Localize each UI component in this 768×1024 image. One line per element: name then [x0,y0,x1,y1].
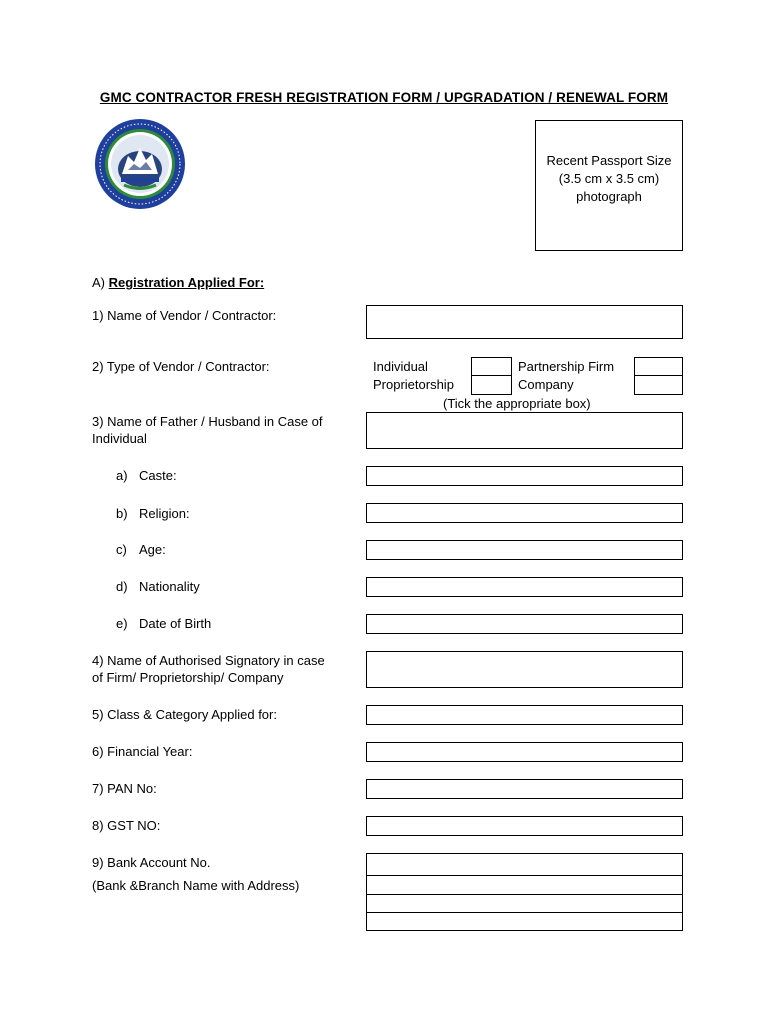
age-label: Age: [139,542,166,557]
nationality-marker: d) [116,579,128,594]
option-partnership-label: Partnership Firm [518,359,615,374]
bank-branch-label: (Bank &Branch Name with Address) [92,878,300,893]
religion-label: Religion: [139,506,190,521]
signatory-input[interactable] [366,651,683,688]
father-name-label-line2: Individual [92,431,147,446]
vendor-name-input[interactable] [366,305,683,339]
caste-label: Caste: [139,468,177,483]
gst-input[interactable] [366,816,683,836]
gmc-seal-logo [94,118,188,212]
financial-year-input[interactable] [366,742,683,762]
pan-label: 7) PAN No: [92,781,157,796]
bank-address-line2-input[interactable] [366,894,683,913]
bank-address-line1-input[interactable] [366,875,683,895]
proprietorship-checkbox[interactable] [471,375,512,395]
caste-marker: a) [116,468,128,483]
dob-input[interactable] [366,614,683,634]
vendor-name-label: 1) Name of Vendor / Contractor: [92,308,277,323]
passport-photo-box[interactable] [535,120,683,251]
photo-instruction-line3: photograph [576,188,642,204]
dob-marker: e) [116,616,128,631]
option-proprietorship-label: Proprietorship [373,377,454,392]
dob-label: Date of Birth [139,616,212,631]
age-marker: c) [116,542,127,557]
photo-instruction-line2: (3.5 cm x 3.5 cm) [558,170,660,186]
father-name-input[interactable] [366,412,683,449]
section-a-heading [92,274,264,291]
section-a-label: Registration Applied For: [108,275,265,290]
caste-input[interactable] [366,466,683,486]
nationality-input[interactable] [366,577,683,597]
class-category-input[interactable] [366,705,683,725]
bank-account-label: 9) Bank Account No. [92,855,211,870]
partnership-checkbox[interactable] [634,357,683,376]
vendor-type-label: 2) Type of Vendor / Contractor: [92,359,270,374]
financial-year-label: 6) Financial Year: [92,744,193,759]
photo-instruction-line1: Recent Passport Size [546,152,672,168]
religion-input[interactable] [366,503,683,523]
option-individual-label: Individual [373,359,428,374]
option-company-label: Company [518,377,574,392]
tick-instruction: (Tick the appropriate box) [443,396,591,411]
bank-address-line3-input[interactable] [366,912,683,931]
individual-checkbox[interactable] [471,357,512,376]
age-input[interactable] [366,540,683,560]
form-title: GMC CONTRACTOR FRESH REGISTRATION FORM / UPGRADATION / RENEWAL FORM [99,90,669,105]
signatory-label-line2: of Firm/ Proprietorship/ Company [92,670,284,685]
signatory-label-line1: 4) Name of Authorised Signatory in case [92,653,325,668]
father-name-label-line1: 3) Name of Father / Husband in Case of [92,414,323,429]
pan-input[interactable] [366,779,683,799]
nationality-label: Nationality [139,579,200,594]
company-checkbox[interactable] [634,375,683,395]
section-a-prefix: A) [92,275,109,290]
gst-label: 8) GST NO: [92,818,161,833]
religion-marker: b) [116,506,128,521]
class-category-label: 5) Class & Category Applied for: [92,707,277,722]
bank-account-input[interactable] [366,853,683,876]
